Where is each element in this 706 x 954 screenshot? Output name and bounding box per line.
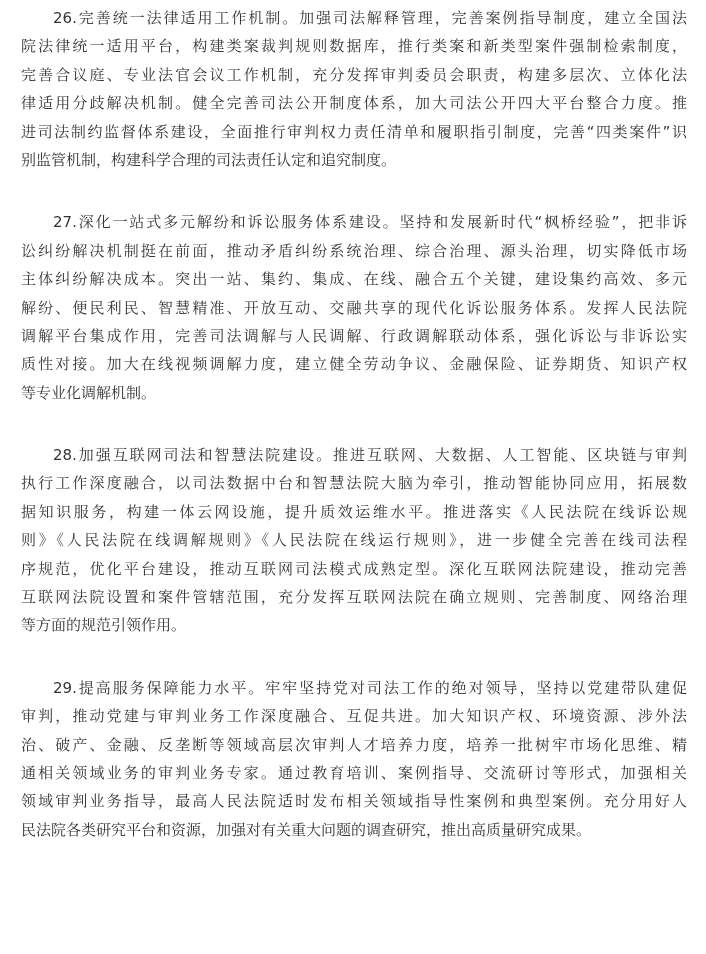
text-line: 29.提高服务保障能力水平。牢牢坚持党对司法工作的绝对领导，坚持以党建带队建促 <box>53 678 687 697</box>
text-line: 解纷、便民利民、智慧精准、开放互动、交融共享的现代化诉讼服务体系。发挥人民法院 <box>21 298 687 317</box>
text-line: 院法律统一适用平台，构建类案裁判规则数据库，推行类案和新类型案件强制检索制度， <box>21 37 687 56</box>
text-line: 民法院各类研究平台和资源，加强对有关重大问题的调查研究，推出高质量研究成果。 <box>21 820 592 839</box>
text-line: 据知识服务，构建一体云网设施，提升质效运维水平。推进落实《人民法院在线诉讼规 <box>21 502 687 521</box>
text-line: 治、破产、金融、反垄断等领域高层次审判人才培养力度，培养一批树牢市场化思维、精 <box>21 735 687 754</box>
paragraph-28 <box>21 441 687 640</box>
document-body <box>21 4 687 878</box>
text-line: 调解平台集成作用，完善司法调解与人民调解、行政调解联动体系，强化诉讼与非诉讼实 <box>21 326 687 345</box>
text-line: 执行工作深度融合，以司法数据中台和智慧法院大脑为牵引，推动智能协同应用，拓展数 <box>21 474 687 493</box>
text-line: 别监管机制，构建科学合理的司法责任认定和追究制度。 <box>21 150 397 169</box>
text-line: 28.加强互联网司法和智慧法院建设。推进互联网、大数据、人工智能、区块链与审判 <box>53 446 687 465</box>
paragraph-26 <box>21 4 687 174</box>
text-line: 领域审判业务指导，最高人民法院适时发布相关领域指导性案例和典型案例。充分用好人 <box>21 792 687 811</box>
paragraph-27 <box>21 208 687 407</box>
text-line: 质性对接。加大在线视频调解力度，建立健全劳动争议、金融保险、证券期货、知识产权 <box>21 355 687 374</box>
text-line: 序规范，优化平台建设，推动互联网司法模式成熟定型。深化互联网法院建设，推动完善 <box>21 559 687 578</box>
text-line: 进司法制约监督体系建设，全面推行审判权力责任清单和履职指引制度，完善“四类案件”识 <box>21 122 687 141</box>
text-line: 主体纠纷解决成本。突出一站、集约、集成、在线、融合五个关键，建设集约高效、多元 <box>21 270 687 289</box>
text-line: 审判，推动党建与审判业务工作深度融合、互促共进。加大知识产权、环境资源、涉外法 <box>21 707 687 726</box>
text-line: 则》《人民法院在线调解规则》《人民法院在线运行规则》，进一步健全完善在线司法程 <box>21 531 687 550</box>
text-line: 律适用分歧解决机制。健全完善司法公开制度体系，加大司法公开四大平台整合力度。推 <box>21 94 687 113</box>
text-line: 互联网法院设置和案件管辖范围，充分发挥互联网法院在确立规则、完善制度、网络治理 <box>21 588 687 607</box>
text-line: 27.深化一站式多元解纷和诉讼服务体系建设。坚持和发展新时代“枫桥经验”，把非诉 <box>53 213 687 232</box>
text-line: 26.完善统一法律适用工作机制。加强司法解释管理，完善案例指导制度，建立全国法 <box>53 9 687 27</box>
text-line: 讼纠纷解决机制挺在前面，推动矛盾纠纷系统治理、综合治理、源头治理，切实降低市场 <box>21 241 687 260</box>
text-line: 等方面的规范引领作用。 <box>21 616 187 635</box>
text-line: 等专业化调解机制。 <box>21 383 157 402</box>
text-line: 完善合议庭、专业法官会议工作机制，充分发挥审判委员会职责，构建多层次、立体化法 <box>21 65 687 84</box>
text-line: 通相关领域业务的审判业务专家。通过教育培训、案例指导、交流研讨等形式，加强相关 <box>21 763 687 782</box>
paragraph-29 <box>21 674 687 844</box>
